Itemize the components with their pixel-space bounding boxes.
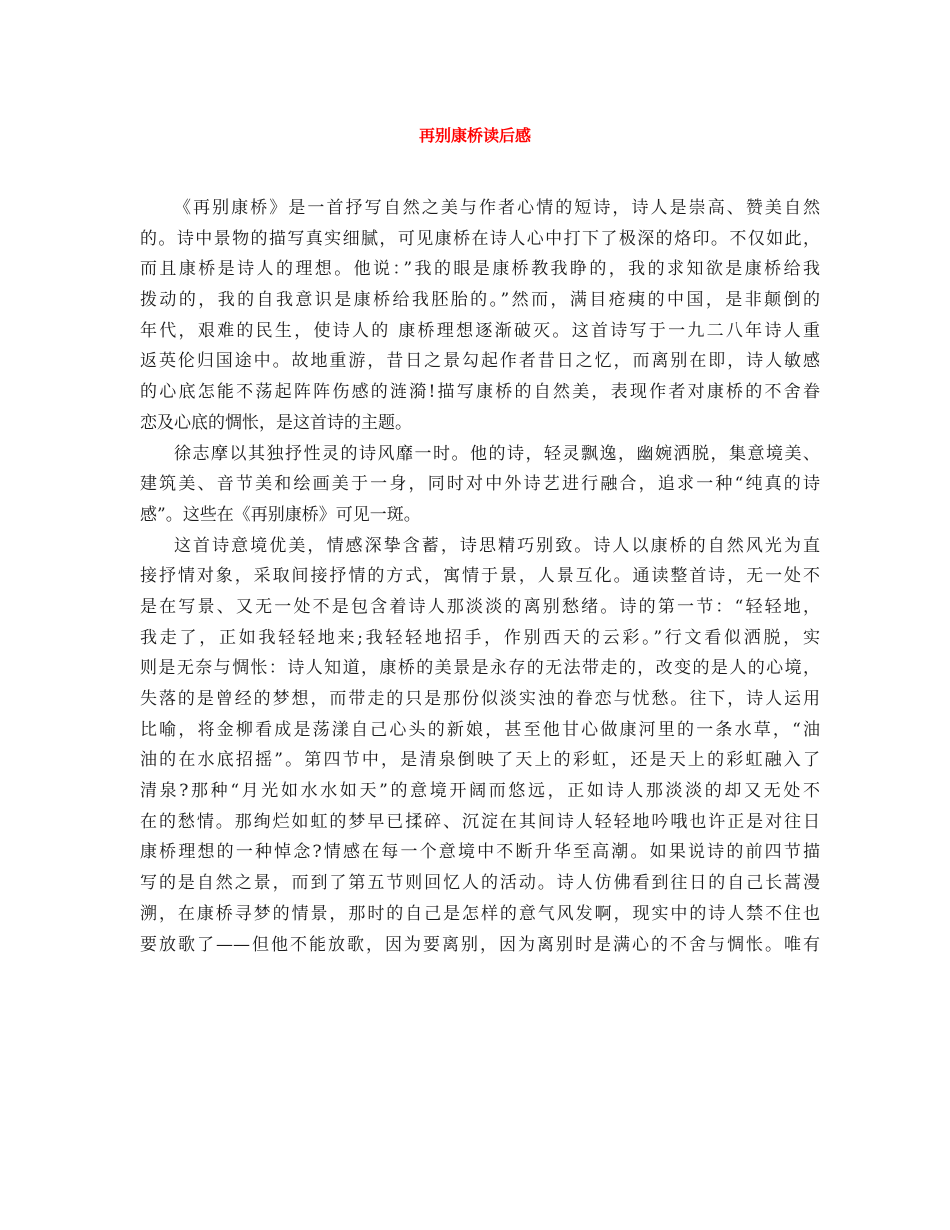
paragraph-line: 在的愁情。那绚烂如虹的梦早已揉碎、沉淀在其间诗人轻轻地吟哦也许正是对往日 [140,811,820,832]
paragraph-line: 康桥理想的一种悼念?情感在每一个意境中不断升华至高潮。如果说诗的前四节描 [140,842,820,863]
paragraph-line: 要放歌了——但他不能放歌，因为要离别，因为离别时是满心的不舍与惆怅。唯有 [140,934,820,955]
paragraph-line: 返英伦归国途中。故地重游，昔日之景勾起作者昔日之忆，而离别在即，诗人敏感 [140,351,820,372]
paragraph-line: 失落的是曾经的梦想，而带走的只是那份似淡实浊的眷恋与忧愁。往下，诗人运用 [140,689,820,709]
paragraph-line: 的心底怎能不荡起阵阵伤感的涟漪!描写康桥的自然美，表现作者对康桥的不舍眷 [140,382,820,403]
paragraph-line: 写的是自然之景，而到了第五节则回忆人的活动。诗人仿佛看到往日的自己长蒿漫 [140,873,820,894]
document-title: 再别康桥读后感 [418,126,531,145]
paragraph-line: 《再别康桥》是一首抒写自然之美与作者心情的短诗，诗人是崇高、赞美自然 [174,198,820,218]
paragraph-line: 则是无奈与惆怅：诗人知道，康桥的美景是永存的无法带走的，改变的是人的心境， [140,658,820,679]
paragraph-line: 清泉?那种“月光如水水如天”的意境开阔而悠远，正如诗人那淡淡的却又无处不 [140,781,820,802]
paragraph-line: 徐志摩以其独抒性灵的诗风靡一时。他的诗，轻灵飘逸，幽婉洒脱，集意境美、 [174,443,820,464]
paragraph-line: 我走了，正如我轻轻地来;我轻轻地招手，作别西天的云彩。”行文看似洒脱，实 [140,627,820,648]
paragraph-line: 接抒情对象，采取间接抒情的方式，寓情于景，人景互化。通读整首诗，无一处不 [140,566,820,587]
paragraph-line: 这首诗意境优美，情感深挚含蓄，诗思精巧别致。诗人以康桥的自然风光为直 [174,535,820,556]
paragraph-line: 感”。这些在《再别康桥》可见一斑。 [140,504,421,525]
paragraph-line: 比喻，将金柳看成是荡漾自己心头的新娘，甚至他甘心做康河里的一条水草，“油 [140,719,820,740]
document-body [140,193,820,960]
paragraph-line: 建筑美、音节美和绘画美于一身，同时对中外诗艺进行融合，追求一种“纯真的诗 [140,474,820,495]
paragraph-line: 而且康桥是诗人的理想。他说：”我的眼是康桥教我睁的，我的求知欲是康桥给我 [140,259,820,280]
paragraph-line: 恋及心底的惆怅，是这首诗的主题。 [140,412,412,433]
paragraph-line: 油的在水底招摇”。第四节中，是清泉倒映了天上的彩虹，还是天上的彩虹融入了 [140,750,820,771]
paragraph-line: 年代，艰难的民生，使诗人的 康桥理想逐渐破灭。这首诗写于一九二八年诗人重 [140,320,820,341]
paragraph-line: 拨动的，我的自我意识是康桥给我胚胎的。”然而，满目疮痍的中国，是非颠倒的 [140,290,820,311]
paragraph-line: 溯，在康桥寻梦的情景，那时的自己是怎样的意气风发啊，现实中的诗人禁不住也 [140,903,820,924]
paragraph-line: 是在写景、又无一处不是包含着诗人那淡淡的离别愁绪。诗的第一节：“轻轻地， [140,596,820,617]
paragraph-line: 的。诗中景物的描写真实细腻，可见康桥在诗人心中打下了极深的烙印。不仅如此， [140,228,820,249]
